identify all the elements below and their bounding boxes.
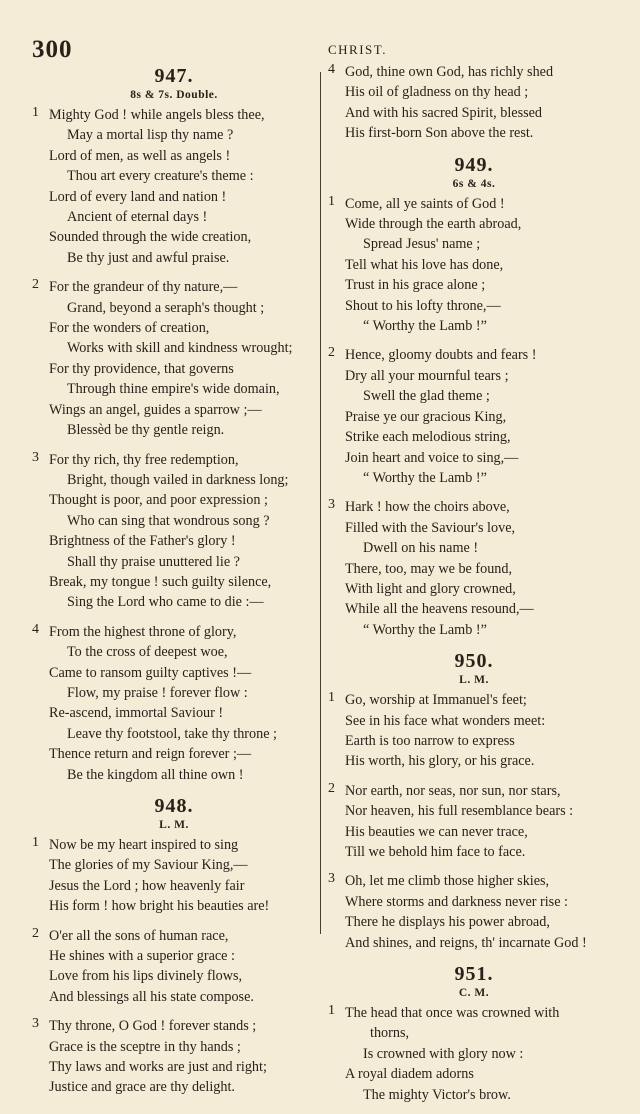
verse-line: Join heart and voice to sing,— xyxy=(345,449,519,466)
verse-line: His beauties we can never trace, xyxy=(345,823,528,840)
verse-line: Thy laws and works are just and right; xyxy=(49,1059,267,1076)
verse-line: His first-born Son above the rest. xyxy=(345,125,534,142)
verse-line: The glories of my Saviour King,— xyxy=(49,857,248,874)
left-column xyxy=(32,62,316,1107)
verse-line: Sing the Lord who came to die :— xyxy=(67,594,264,611)
hymn-number: 950. xyxy=(454,650,494,673)
stanza-number: 1 xyxy=(32,835,39,850)
verse-line: Flow, my praise ! forever flow : xyxy=(67,684,248,701)
verse-line: Now be my heart inspired to sing xyxy=(49,837,239,853)
verse-line: O'er all the sons of human race, xyxy=(49,927,229,944)
verse-line: Till we behold him face to face. xyxy=(345,844,526,860)
verse-line: Grace is the sceptre in thy hands ; xyxy=(49,1038,241,1055)
verse-line: Strike each melodious string, xyxy=(345,429,511,446)
right-column xyxy=(328,62,620,1114)
hymn-meter: C. M. xyxy=(458,987,490,1000)
hymn-heading xyxy=(32,64,316,103)
verse-line: Hark ! how the choirs above, xyxy=(345,499,510,516)
hymn-heading xyxy=(32,794,316,833)
stanza xyxy=(328,781,620,863)
hymn-number: 949. xyxy=(454,153,494,176)
stanza-number: 2 xyxy=(32,925,39,941)
verse-line: Shout to his lofty throne,— xyxy=(345,297,501,314)
verse-line: Nor heaven, his full resemblance bears : xyxy=(345,803,574,820)
verse-line: Thought is poor, and poor expression ; xyxy=(49,492,268,509)
page-number: 300 xyxy=(32,36,73,63)
hymn-number: 948. xyxy=(154,795,194,817)
verse-line: God, thine own God, has richly shed xyxy=(345,64,554,80)
verse-line: With light and glory crowned, xyxy=(345,580,516,597)
verse-line: Break, my tongue ! such guilty silence, xyxy=(49,573,272,590)
column-rule xyxy=(320,72,321,934)
stanza-number: 2 xyxy=(328,345,335,361)
verse-line: The mighty Victor's brow. xyxy=(363,1086,511,1103)
verse-line: Who can sing that wondrous song ? xyxy=(67,512,270,529)
verse-line: While all the heavens resound,— xyxy=(345,601,534,618)
verse-line: thorns, xyxy=(370,1025,410,1042)
stanza xyxy=(32,622,316,785)
verse-line: Swell the glad theme ; xyxy=(363,388,490,405)
hymn xyxy=(328,62,620,144)
stanza-number: 3 xyxy=(328,497,335,513)
hymn xyxy=(328,649,620,953)
verse-line: May a mortal lisp thy name ? xyxy=(67,127,234,144)
verse-line: Grand, beyond a seraph's thought ; xyxy=(67,299,265,316)
verse-line: Brightness of the Father's glory ! xyxy=(49,533,236,550)
verse-line: Mighty God ! while angels bless thee, xyxy=(49,107,265,123)
verse-line: Lord of every land and nation ! xyxy=(49,188,227,205)
verse-line: Filled with the Saviour's love, xyxy=(345,519,516,536)
verse-line: Lord of men, as well as angels ! xyxy=(49,147,231,164)
verse-line: Hence, gloomy doubts and fears ! xyxy=(345,347,537,364)
verse-line: His form ! how bright his beauties are! xyxy=(49,898,270,915)
stanza-number: 4 xyxy=(32,621,39,637)
running-head: CHRIST. xyxy=(328,42,388,57)
stanza xyxy=(32,1016,316,1098)
stanza-number: 3 xyxy=(32,1016,39,1032)
verse-line: Through thine empire's wide domain, xyxy=(67,381,280,398)
hymn-heading xyxy=(328,962,620,1001)
verse-line: From the highest throne of glory, xyxy=(49,623,237,640)
stanza-number: 1 xyxy=(328,1003,335,1019)
stanza xyxy=(32,926,316,1008)
verse-line: His worth, his glory, or his grace. xyxy=(345,753,535,770)
stanza xyxy=(32,105,316,268)
verse-line: Jesus the Lord ; how heavenly fair xyxy=(49,877,245,894)
page-header xyxy=(32,36,632,62)
verse-line: Re-ascend, immortal Saviour ! xyxy=(49,705,224,722)
verse-line: Where storms and darkness never rise : xyxy=(345,893,568,910)
verse-line: Works with skill and kindness wrought; xyxy=(67,340,293,357)
verse-line: Earth is too narrow to express xyxy=(345,732,515,749)
stanza xyxy=(328,690,620,772)
verse-line: There he displays his power abroad, xyxy=(345,914,550,931)
verse-line: Come, all ye saints of God ! xyxy=(345,195,505,212)
stanza-number: 2 xyxy=(32,277,39,293)
stanza-number: 3 xyxy=(328,871,335,887)
hymn-number: 947. xyxy=(154,65,194,87)
verse-line: Leave thy footstool, take thy throne ; xyxy=(67,725,277,742)
verse-line: His oil of gladness on thy head ; xyxy=(345,84,529,101)
verse-line: Wings an angel, guides a sparrow ;— xyxy=(49,401,262,418)
verse-line: Thence return and reign forever ;— xyxy=(49,746,252,763)
verse-line: Dry all your mournful tears ; xyxy=(345,367,509,384)
stanza xyxy=(32,835,316,917)
verse-line: Bright, though vailed in darkness long; xyxy=(67,471,289,488)
stanza-number: 1 xyxy=(328,193,335,209)
stanza xyxy=(32,277,316,440)
stanza-number: 3 xyxy=(32,449,39,465)
verse-line: Go, worship at Immanuel's feet; xyxy=(345,692,527,709)
verse-line: Thou art every creature's theme : xyxy=(67,168,254,185)
hymn xyxy=(32,794,316,1098)
stanza xyxy=(328,194,620,337)
verse-line: A royal diadem adorns xyxy=(345,1066,474,1083)
verse-line: Spread Jesus' name ; xyxy=(363,236,481,253)
verse-line: Ancient of eternal days ! xyxy=(67,209,208,226)
hymn-heading xyxy=(328,649,620,688)
hymn-number: 951. xyxy=(454,963,494,986)
verse-line: See in his face what wonders meet: xyxy=(345,712,546,729)
verse-line: Dwell on his name ! xyxy=(363,540,479,557)
verse-line: Is crowned with glory now : xyxy=(363,1045,524,1062)
stanza-number: 4 xyxy=(328,62,335,77)
hymn-heading xyxy=(328,153,620,192)
verse-line: “ Worthy the Lamb !” xyxy=(363,318,487,335)
verse-line: There, too, may we be found, xyxy=(345,560,513,577)
verse-line: And shines, and reigns, th' incarnate God ! xyxy=(345,934,587,951)
verse-line: For the wonders of creation, xyxy=(49,320,210,337)
verse-line: Shall thy praise unuttered lie ? xyxy=(67,553,240,570)
verse-line: He shines with a superior grace : xyxy=(49,948,235,965)
stanza xyxy=(328,871,620,953)
hymn xyxy=(328,962,620,1105)
verse-line: Be thy just and awful praise. xyxy=(67,249,230,266)
verse-line: Oh, let me climb those higher skies, xyxy=(345,873,550,890)
stanza xyxy=(32,450,316,613)
stanza xyxy=(328,1003,620,1105)
verse-line: Be the kingdom all thine own ! xyxy=(67,766,244,783)
verse-line: The head that once was crowned with xyxy=(345,1005,560,1022)
verse-line: Trust in his grace alone ; xyxy=(345,277,486,294)
verse-line: Blessèd be thy gentle reign. xyxy=(67,422,225,439)
hymn-meter: L. M. xyxy=(459,674,489,687)
verse-line: And blessings all his state compose. xyxy=(49,988,254,1005)
verse-line: Sounded through the wide creation, xyxy=(49,229,252,246)
stanza xyxy=(328,345,620,488)
verse-line: Wide through the earth abroad, xyxy=(345,216,522,233)
stanza xyxy=(328,62,620,144)
verse-line: “ Worthy the Lamb !” xyxy=(363,621,487,638)
stanza-number: 1 xyxy=(32,105,39,120)
stanza xyxy=(328,497,620,640)
hymn-meter: 8s & 7s. Double. xyxy=(130,89,218,101)
verse-line: And with his sacred Spirit, blessed xyxy=(345,104,543,121)
verse-line: Thy throne, O God ! forever stands ; xyxy=(49,1018,257,1035)
verse-line: Came to ransom guilty captives !— xyxy=(49,664,252,681)
verse-line: To the cross of deepest woe, xyxy=(67,644,228,661)
verse-line: Praise ye our gracious King, xyxy=(345,408,507,425)
verse-line: “ Worthy the Lamb !” xyxy=(363,469,487,486)
hymn xyxy=(328,153,620,641)
verse-line: For thy rich, thy free redemption, xyxy=(49,451,239,468)
hymn-meter: L. M. xyxy=(159,819,189,831)
stanza-number: 1 xyxy=(328,690,335,706)
verse-line: For thy providence, that governs xyxy=(49,360,234,377)
verse-line: Love from his lips divinely flows, xyxy=(49,968,243,985)
stanza-number: 2 xyxy=(328,780,335,796)
hymn xyxy=(32,64,316,785)
verse-line: Nor earth, nor seas, nor sun, nor stars, xyxy=(345,782,561,799)
verse-line: For the grandeur of thy nature,— xyxy=(49,279,238,296)
hymn-meter: 6s & 4s. xyxy=(452,177,496,190)
verse-line: Justice and grace are thy delight. xyxy=(49,1079,235,1096)
verse-line: Tell what his love has done, xyxy=(345,256,504,273)
